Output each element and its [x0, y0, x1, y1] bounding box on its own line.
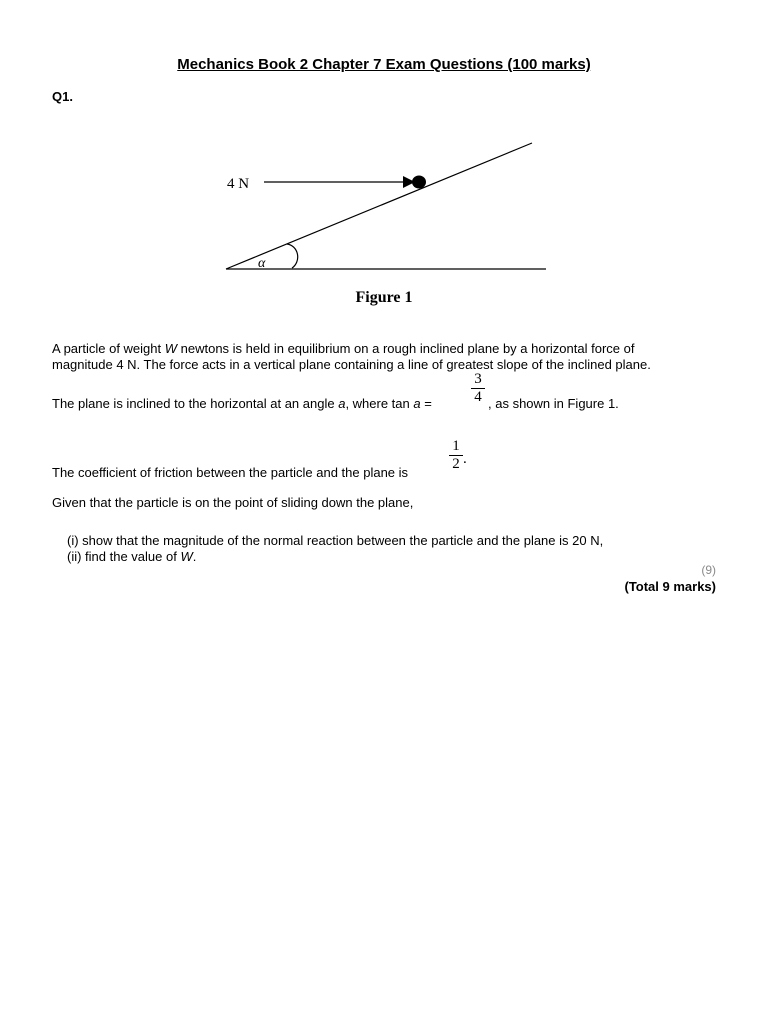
particle: [412, 176, 426, 189]
page-title: Mechanics Book 2 Chapter 7 Exam Questions (100 marks): [177, 56, 591, 73]
sub-marks: (9): [701, 563, 716, 577]
inclined-plane-line: [226, 143, 532, 269]
angle-label: α: [258, 256, 266, 271]
variable-a: a: [413, 396, 421, 411]
mu-fraction: [449, 438, 463, 473]
text-run: =: [420, 396, 432, 411]
text-run: , where tan: [345, 396, 414, 411]
total-marks: (Total 9 marks): [624, 579, 716, 594]
variable-W: W: [180, 549, 193, 564]
para2-line: [52, 395, 432, 412]
text-run: The plane is inclined to the horizontal at an angle: [52, 396, 339, 411]
tan-denominator: 4: [474, 389, 482, 405]
mu-period: .: [463, 451, 467, 467]
variable-a: a: [338, 396, 346, 411]
variable-W: W: [164, 341, 178, 356]
part-i: (i) show that the magnitude of the normal reaction between the particle and the plane is 20 N,: [67, 533, 604, 548]
text-run: (ii) find the value of: [67, 549, 181, 564]
para3-line: The coefficient of friction between the particle and the plane is: [52, 465, 409, 480]
part-ii: [67, 548, 196, 565]
mu-denominator: 2: [452, 456, 460, 472]
figure-caption: Figure 1: [355, 289, 413, 306]
para1-line2: magnitude 4 N. The force acts in a vertical plane containing a line of greatest slope of the inclined plane.: [52, 357, 651, 372]
para1-line1: [52, 340, 634, 357]
para2-tail: , as shown in Figure 1.: [488, 396, 619, 411]
force-label: 4 N: [227, 176, 250, 192]
question-number: Q1.: [52, 89, 73, 104]
figure-1-diagram: [0, 0, 768, 320]
tan-fraction: [471, 371, 485, 406]
angle-arc: [287, 244, 298, 268]
para4-line: Given that the particle is on the point of sliding down the plane,: [52, 495, 414, 510]
mu-numerator: 1: [449, 438, 463, 456]
tan-numerator: 3: [471, 371, 485, 389]
text-run: newtons is held in equilibrium on a rough inclined plane by a horizontal force of: [177, 341, 635, 356]
text-run: A particle of weight: [52, 341, 165, 356]
text-run: .: [192, 549, 197, 564]
